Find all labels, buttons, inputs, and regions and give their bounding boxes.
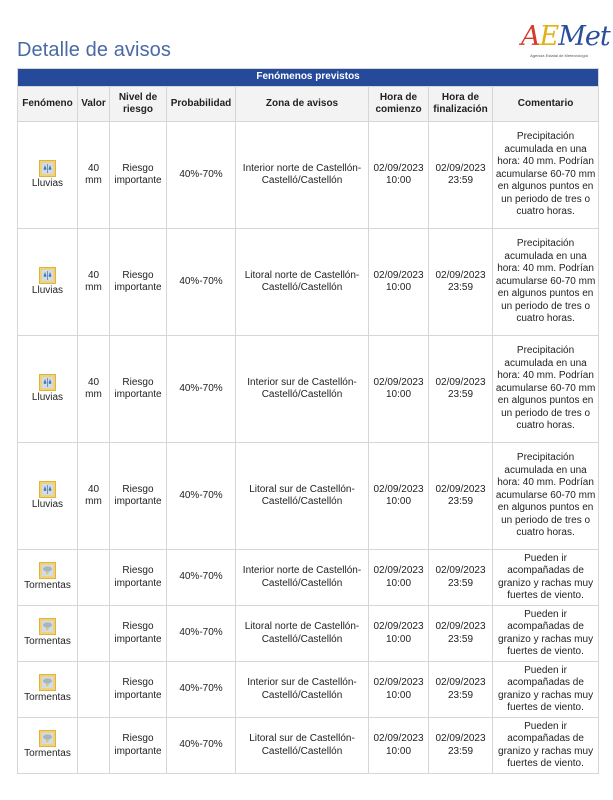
table-row [18,550,599,606]
cell-probabilidad: 40%-70% [167,122,236,229]
cell-fin: 02/09/2023 23:59 [429,336,493,443]
cell-zona: Interior sur de Castellón-Castelló/Castellón [236,336,369,443]
cell-nivel: Riesgo importante [110,550,167,606]
cell-comentario: Pueden ir acompañadas de granizo y rachas muy fuertes de viento. [493,550,599,606]
storm-icon [39,674,56,691]
header-fin: Hora de finalización [429,87,493,122]
phenomenon-label: Tormentas [24,636,71,648]
cell-comentario: Pueden ir acompañadas de granizo y rachas muy fuertes de viento. [493,662,599,718]
cell-fenomeno [18,229,78,336]
cell-valor: 40 mm [78,122,110,229]
cell-zona: Litoral sur de Castellón-Castelló/Castellón [236,443,369,550]
table-band-title: Fenómenos previstos [18,69,599,87]
cell-fin: 02/09/2023 23:59 [429,550,493,606]
aemet-logo [521,21,610,64]
cell-nivel: Riesgo importante [110,336,167,443]
header-zona: Zona de avisos [236,87,369,122]
cell-fin: 02/09/2023 23:59 [429,718,493,774]
phenomenon-label: Tormentas [24,692,71,704]
table-row [18,122,599,229]
cell-comienzo: 02/09/2023 10:00 [369,662,429,718]
cell-zona: Interior sur de Castellón-Castelló/Castellón [236,662,369,718]
cell-comentario: Precipitación acumulada en una hora: 40 mm. Podrían acumularse 60-70 mm en algunos puntos en un periodo de tres o cuatro horas. [493,229,599,336]
cell-valor: 40 mm [78,443,110,550]
table-row [18,718,599,774]
cell-probabilidad: 40%-70% [167,229,236,336]
cell-zona: Interior norte de Castellón-Castelló/Castellón [236,122,369,229]
cell-nivel: Riesgo importante [110,662,167,718]
cell-comentario: Pueden ir acompañadas de granizo y rachas muy fuertes de viento. [493,606,599,662]
cell-comienzo: 02/09/2023 10:00 [369,443,429,550]
cell-fin: 02/09/2023 23:59 [429,229,493,336]
cell-nivel: Riesgo importante [110,229,167,336]
rain-icon [39,160,56,177]
table-row [18,443,599,550]
cell-valor [78,606,110,662]
phenomenon-label: Tormentas [24,748,71,760]
cell-comienzo: 02/09/2023 10:00 [369,336,429,443]
cell-fin: 02/09/2023 23:59 [429,443,493,550]
cell-comienzo: 02/09/2023 10:00 [369,229,429,336]
cell-fin: 02/09/2023 23:59 [429,122,493,229]
cell-fenomeno [18,606,78,662]
cell-comienzo: 02/09/2023 10:00 [369,550,429,606]
table-row [18,662,599,718]
phenomenon-label: Tormentas [24,580,71,592]
cell-comienzo: 02/09/2023 10:00 [369,718,429,774]
cell-comentario: Precipitación acumulada en una hora: 40 mm. Podrían acumularse 60-70 mm en algunos puntos en un periodo de tres o cuatro horas. [493,336,599,443]
table-row [18,229,599,336]
header-fenomeno: Fenómeno [18,87,78,122]
phenomenon-label: Lluvias [31,177,64,189]
cell-comienzo: 02/09/2023 10:00 [369,122,429,229]
cell-probabilidad: 40%-70% [167,443,236,550]
storm-icon [39,562,56,579]
cell-comentario: Precipitación acumulada en una hora: 40 mm. Podrían acumularse 60-70 mm en algunos puntos en un periodo de tres o cuatro horas. [493,122,599,229]
cell-fenomeno [18,550,78,606]
cell-fenomeno [18,718,78,774]
table-row [18,606,599,662]
header-valor: Valor [78,87,110,122]
phenomenon-label: Lluvias [31,498,64,510]
cell-fenomeno [18,662,78,718]
storm-icon [39,730,56,747]
header-probabilidad: Probabilidad [167,87,236,122]
cell-comentario: Precipitación acumulada en una hora: 40 mm. Podrían acumularse 60-70 mm en algunos puntos en un periodo de tres o cuatro horas. [493,443,599,550]
rain-icon [39,267,56,284]
phenomenon-label: Lluvias [31,391,64,403]
cell-probabilidad: 40%-70% [167,718,236,774]
header-comienzo: Hora de comienzo [369,87,429,122]
warnings-table [17,68,599,774]
cell-zona: Litoral norte de Castellón-Castelló/Castellón [236,606,369,662]
rain-icon [39,374,56,391]
cell-fin: 02/09/2023 23:59 [429,662,493,718]
cell-zona: Litoral norte de Castellón-Castelló/Castellón [236,229,369,336]
cell-comentario: Pueden ir acompañadas de granizo y rachas muy fuertes de viento. [493,718,599,774]
cell-nivel: Riesgo importante [110,606,167,662]
header-nivel: Nivel de riesgo [110,87,167,122]
cell-zona: Interior norte de Castellón-Castelló/Castellón [236,550,369,606]
cell-zona: Litoral sur de Castellón-Castelló/Castellón [236,718,369,774]
rain-icon [39,481,56,498]
cell-valor [78,718,110,774]
cell-probabilidad: 40%-70% [167,662,236,718]
cell-fenomeno [18,336,78,443]
cell-valor: 40 mm [78,229,110,336]
cell-valor: 40 mm [78,336,110,443]
storm-icon [39,618,56,635]
header-comentario: Comentario [493,87,599,122]
cell-fenomeno [18,443,78,550]
logo-wordmark: AEMet [521,21,610,52]
cell-valor [78,662,110,718]
cell-nivel: Riesgo importante [110,122,167,229]
cell-nivel: Riesgo importante [110,718,167,774]
cell-nivel: Riesgo importante [110,443,167,550]
cell-probabilidad: 40%-70% [167,606,236,662]
cell-valor [78,550,110,606]
cell-comienzo: 02/09/2023 10:00 [369,606,429,662]
phenomenon-label: Lluvias [31,284,64,296]
table-row [18,336,599,443]
page-title: Detalle de avisos [17,39,172,61]
cell-probabilidad: 40%-70% [167,336,236,443]
cell-fenomeno [18,122,78,229]
logo-subtitle: Agencia Estatal de Meteorología [530,53,588,58]
cell-probabilidad: 40%-70% [167,550,236,606]
cell-fin: 02/09/2023 23:59 [429,606,493,662]
